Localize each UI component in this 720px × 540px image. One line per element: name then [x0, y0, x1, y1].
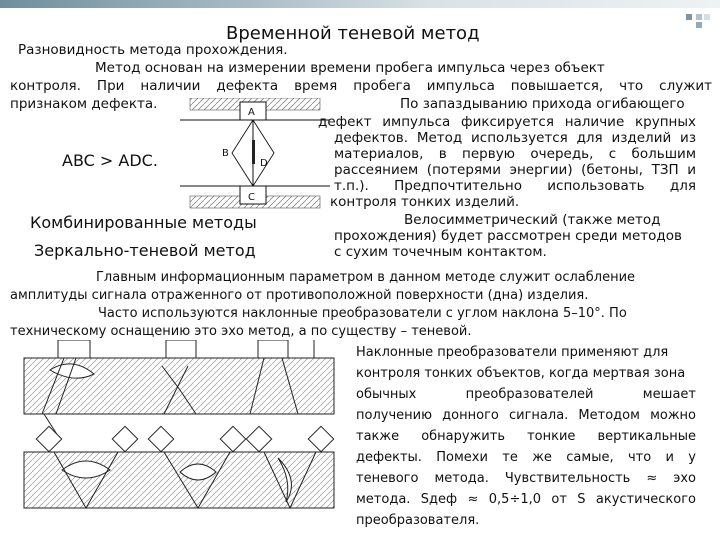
mirror-shadow-heading: Зеркально-теневой метод — [34, 241, 256, 260]
velo-line-1: Велосимметрический (также метод — [404, 212, 661, 228]
transducer-icon — [58, 340, 90, 358]
bottom-par-line-9: преобразователя. — [356, 513, 480, 528]
main-par-line-2: амплитуды сигнала отраженного от противоположной поверхности (дна) изделия. — [10, 288, 589, 303]
bottom-par-line-8: метода. Sдеф ≈ 0,5÷1,0 от S акустического — [356, 492, 696, 507]
transducer-icon — [258, 340, 288, 358]
intro-line-3: признаком дефекта. — [10, 96, 158, 112]
transducer-icon — [36, 426, 61, 451]
right-par-line-1: По запаздыванию прихода огибающего — [400, 96, 685, 112]
bottom-par-line-6: дефекты. Помехи те же самые, что и у — [356, 450, 696, 465]
bottom-par-line-1: Наклонные преобразователи применяют для — [356, 345, 669, 360]
transducer-icon — [220, 426, 245, 451]
bottom-par-line-5: также обнаружить тонкие вертикальные — [356, 429, 696, 444]
velo-line-3: с сухим точечным контактом. — [334, 244, 547, 260]
bottom-par-line-4: получению донного сигнала. Методом можно — [356, 408, 696, 423]
right-par-line-6: т.п.). Предпочтительно использовать для — [334, 178, 696, 194]
right-par-line-2: дефект импульса фиксируется наличие крупных — [318, 114, 696, 130]
transducer-icon — [112, 426, 137, 451]
main-par-line-1: Главным информационным параметром в данном методе служит ослабление — [96, 270, 636, 285]
slide-subtitle: Разновидность метода прохождения. — [18, 42, 288, 58]
intro-line-2: контроля. При наличии дефекта время пробега импульса повышается, что служит — [10, 78, 712, 94]
right-par-line-7: контроля тонких изделий. — [330, 194, 520, 210]
bottom-par-line-7: теневого метода. Чувствительность ≈ эхо — [356, 471, 696, 486]
corner-decoration — [672, 12, 712, 32]
main-par-line-4: техническому оснащению это эхо метод, а по существу – теневой. — [10, 324, 472, 339]
bottom-par-line-3: обычных преобразователей мешает — [356, 387, 696, 402]
transducer-icon — [308, 426, 333, 451]
slide-title: Временной теневой метод — [226, 23, 480, 44]
right-par-line-4: материалов, в первую очередь, с большим — [334, 146, 696, 162]
label-a: A — [248, 107, 255, 118]
main-par-line-3: Часто используются наклонные преобразователи с углом наклона 5–10°. По — [98, 306, 627, 321]
right-par-line-3: дефектов. Метод используется для изделий из — [334, 130, 696, 146]
title-bar-decoration — [0, 0, 720, 8]
formula: ABC > ADC. — [62, 151, 158, 170]
label-d: D — [260, 158, 268, 169]
intro-line-1: Метод основан на измерении времени пробега импульса через объект — [95, 60, 605, 76]
bottom-par-line-2: контроля тонких объектов, когда мертвая зона — [356, 366, 686, 381]
transducer-icon — [166, 340, 196, 358]
angled-transducer-diagrams — [14, 340, 344, 530]
combined-methods-heading: Комбинированные методы — [30, 213, 257, 232]
velo-line-2: прохождения) будет рассмотрен среди методов — [334, 228, 682, 244]
shadow-method-diagram — [180, 98, 330, 210]
transducer-icon — [246, 426, 271, 451]
label-b: B — [222, 148, 229, 159]
right-par-line-5: рассеянием (потерями энергии) (бетоны, ТЗП и — [334, 162, 696, 178]
label-c: C — [248, 192, 255, 203]
transducer-icon — [148, 426, 173, 451]
